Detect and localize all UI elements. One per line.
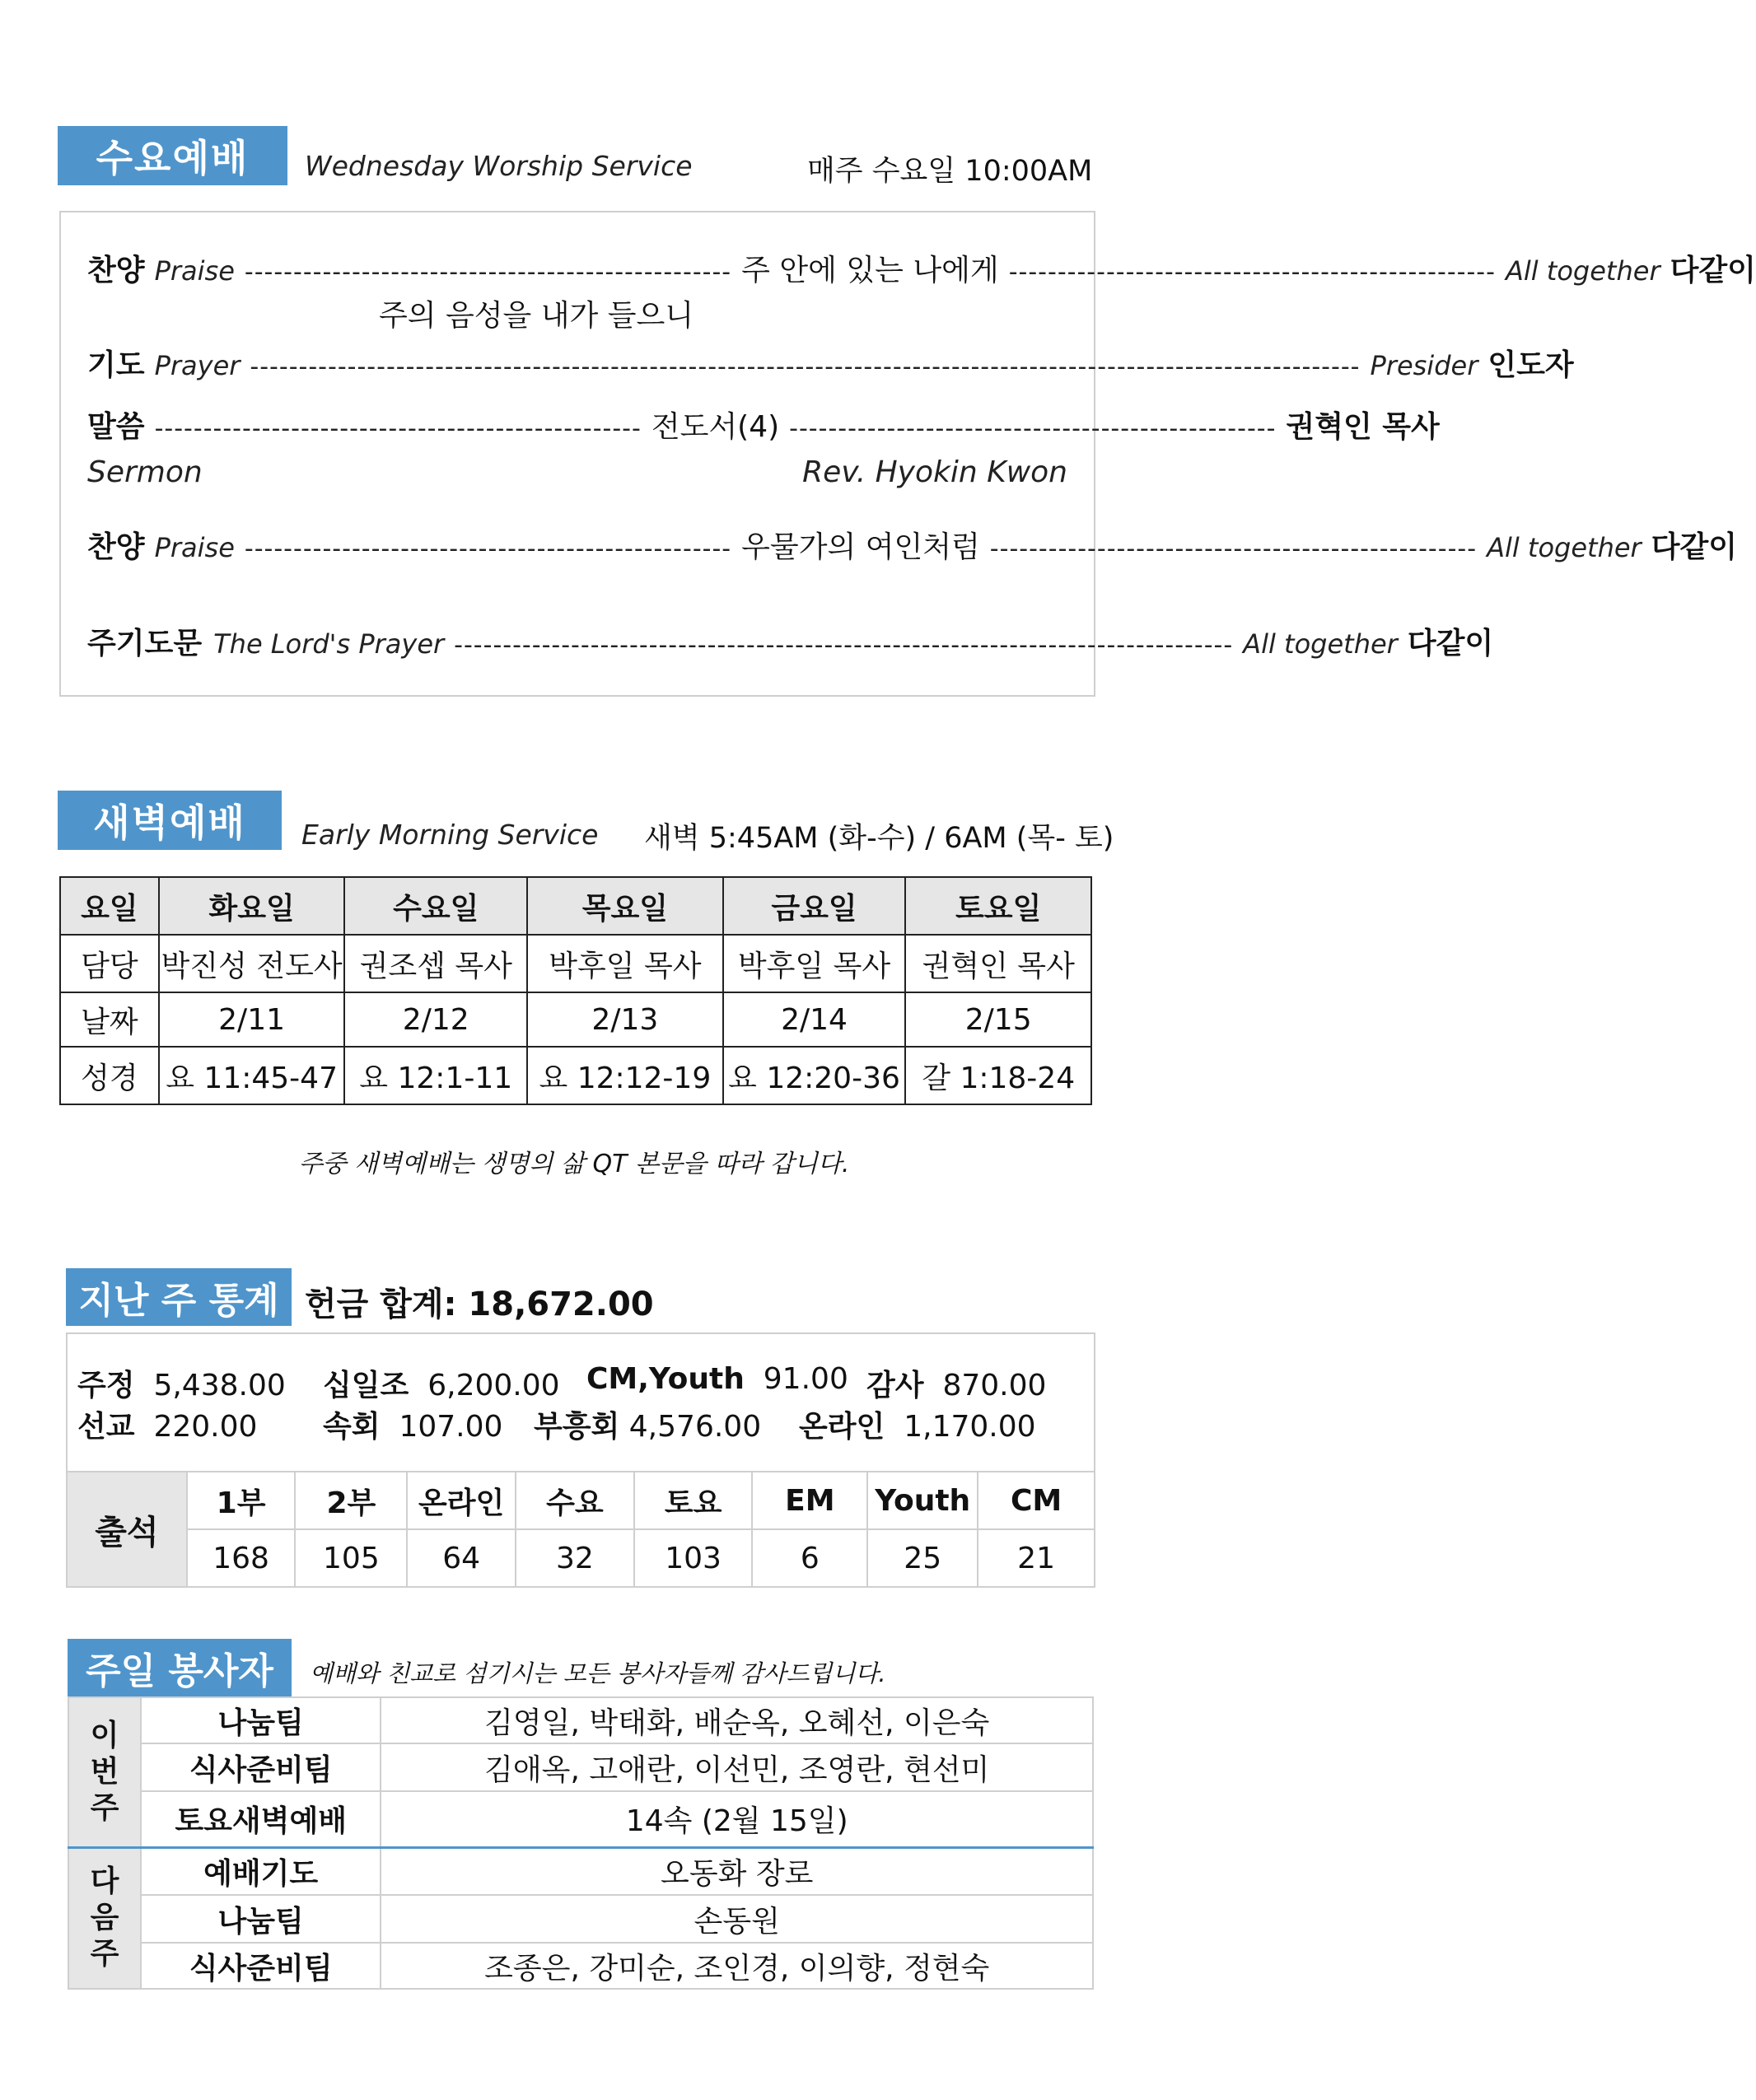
- item-ko: 찬양: [87, 254, 145, 287]
- hymn-title-line2: 주의 음성을 내가 들으니: [379, 299, 694, 333]
- volunteers-note: 예배와 친교로 섬기시는 모든 봉사자들께 감사드립니다.: [310, 1659, 886, 1687]
- offering-class: 속회 107.00: [323, 1410, 503, 1444]
- wednesday-subtitle: Wednesday Worship Service: [305, 150, 693, 182]
- attendance-header-row: 출석 1부 2부 온라인 수요 토요 EM Youth CM: [67, 1472, 1095, 1529]
- volunteer-row: 토요새벽예배 14속 (2월 15일): [68, 1791, 1093, 1847]
- volunteer-row: 식사준비팀 김애옥, 고애란, 이선민, 조영란, 현선미: [68, 1743, 1093, 1791]
- program-praise-1: 찬양 Praise -------------------------------------------------- 주 안에 있는 나에게 -------------------------------------------------- All together 다같이: [87, 247, 1067, 289]
- wednesday-title: 수요예배: [58, 126, 287, 185]
- attendance-table: [66, 1471, 1095, 1588]
- early-note: 주중 새벽예배는 생명의 삶 QT 본문을 따라 갑니다.: [298, 1150, 850, 1178]
- early-header-row: 요일 화요일 수요일 목요일 금요일 토요일: [60, 877, 1091, 935]
- volunteer-row: 다음주 예배기도 오동화 장로: [68, 1847, 1093, 1895]
- offering-mission: 선교 220.00: [77, 1410, 258, 1444]
- early-row-leader: 담당 박진성 전도사 권조셉 목사 박후일 목사 박후일 목사 권혁인 목사: [60, 935, 1091, 992]
- offering-revival: 부흥회 4,576.00: [534, 1410, 762, 1444]
- hymn-title: 주 안에 있는 나에게: [741, 254, 999, 287]
- this-week-label: 이번주: [68, 1697, 141, 1847]
- program-lords-prayer: 주기도문 The Lord's Prayer -------------------------------------------------------------------------------- All together 다같이: [87, 627, 1494, 660]
- early-schedule-table: [59, 876, 1092, 1105]
- volunteers-title: 주일 봉사자: [68, 1639, 292, 1696]
- early-title: 새벽예배: [58, 791, 282, 850]
- offering-cm-youth: CM,Youth 91.00: [586, 1362, 848, 1396]
- volunteer-row: 식사준비팀 조종은, 강미순, 조인경, 이의향, 정현숙: [68, 1943, 1093, 1989]
- sermon-title: 전도서(4): [651, 410, 780, 444]
- role-en: All together: [1505, 255, 1660, 287]
- next-week-label: 다음주: [68, 1847, 141, 1989]
- program-sermon: 말씀 -------------------------------------------------- 전도서(4) -------------------------------------------------- 권혁인 목사: [87, 404, 1067, 446]
- attendance-value-row: 168 105 64 32 103 6 25 21: [67, 1529, 1095, 1587]
- early-subtitle: Early Morning Service: [301, 819, 599, 851]
- program-sermon-en: Sermon Rev. Hyokin Kwon: [87, 455, 1067, 489]
- volunteer-row: 이번주 나눔팀 김영일, 박태화, 배순옥, 오혜선, 이은숙: [68, 1697, 1093, 1743]
- volunteers-table: [68, 1696, 1094, 1990]
- wednesday-time: 매주 수요일 10:00AM: [807, 155, 1093, 188]
- volunteer-row: 나눔팀 손동원: [68, 1895, 1093, 1943]
- offering-thanks: 감사 870.00: [866, 1369, 1047, 1402]
- preacher-en: Rev. Hyokin Kwon: [802, 455, 1067, 489]
- early-row-date: 날짜 2/11 2/12 2/13 2/14 2/15: [60, 992, 1091, 1047]
- offering-tithe: 십일조 6,200.00: [323, 1369, 560, 1402]
- offering-box: [66, 1332, 1095, 1472]
- early-row-scripture: 성경 요 11:45-47 요 12:1-11 요 12:12-19 요 12:20-36 갈 1:18-24: [60, 1047, 1091, 1104]
- offering-online: 온라인 1,170.00: [799, 1410, 1036, 1444]
- early-time: 새벽 5:45AM (화-수) / 6AM (목- 토): [644, 822, 1114, 855]
- stats-title: 지난 주 통계: [66, 1268, 292, 1326]
- stats-total: 헌금 합계: 18,672.00: [305, 1286, 654, 1323]
- item-en: Praise: [154, 255, 235, 287]
- offering-jujeong: 주정 5,438.00: [77, 1369, 286, 1402]
- program-praise-2: 찬양 Praise -------------------------------------------------- 우물가의 여인처럼 -------------------------------------------------- All together 다같이: [87, 530, 1738, 564]
- program-prayer: 기도 Prayer ------------------------------------------------------------------------------------------------------------------ Presider 인도자: [87, 348, 1574, 382]
- attendance-label: 출석: [67, 1472, 187, 1587]
- role-ko: 다같이: [1670, 254, 1756, 287]
- preacher-ko: 권혁인 목사: [1286, 410, 1440, 444]
- wednesday-program-box: [59, 211, 1756, 697]
